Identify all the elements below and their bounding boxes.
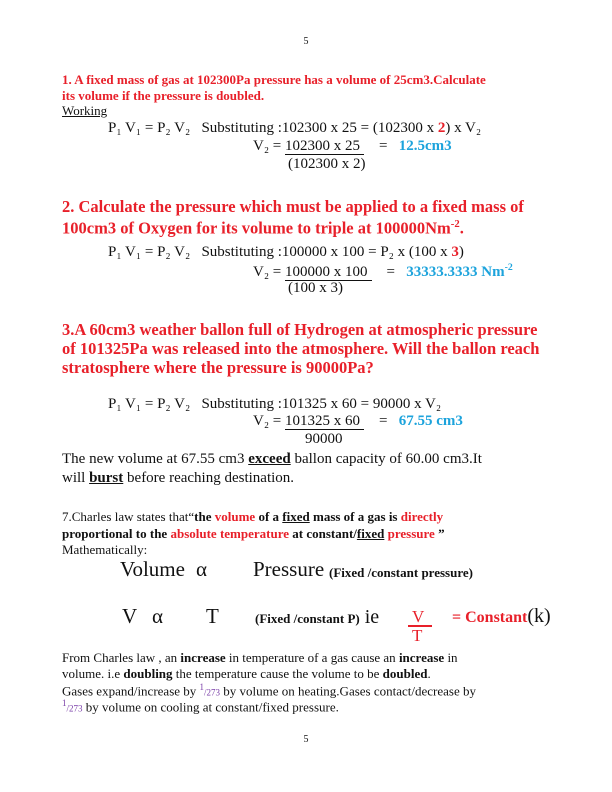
q2-v2-line: [253, 263, 513, 280]
q1-substitution-end: ) x V₂: [445, 120, 482, 136]
emphasis-burst: burst: [89, 470, 124, 486]
q3-conclusion-line-2: [62, 471, 294, 486]
t-symbol: T: [206, 604, 219, 628]
question-2-line-1: 2. Calculate the pressure which must be applied to a fixed mass of: [62, 197, 524, 216]
text: From Charles law , an: [62, 650, 181, 665]
text: increase: [180, 650, 226, 665]
q1-v2-line: [253, 139, 452, 154]
constant-k: [452, 606, 551, 626]
fraction-denominator: /273: [66, 703, 83, 714]
proportional-symbol: α: [152, 604, 164, 628]
question-1-line-1: 1. A fixed mass of gas at 102300Pa pressure has a volume of 25cm3.Calculate: [62, 72, 486, 87]
equals: =: [379, 413, 388, 429]
text: .: [427, 666, 431, 681]
text: ”: [434, 526, 445, 541]
q2-answer: 33333.3333 Nm: [406, 264, 505, 280]
text: fixed: [356, 526, 385, 541]
q3-boyle-law: P₁ V₁ = P₂ V₂: [108, 396, 191, 412]
text: the temperature cause the volume to be: [172, 666, 383, 681]
text: fixed: [282, 509, 310, 524]
fraction-numerator: 1: [62, 698, 67, 708]
q2-numerator: 100000 x 100: [285, 264, 372, 281]
text: = Constant: [452, 609, 528, 626]
text: mass of a gas is: [309, 509, 401, 524]
text: will: [62, 470, 90, 486]
v2-label: V₂ =: [253, 413, 286, 429]
fraction-v: V: [408, 608, 432, 627]
paragraph-line-3: [62, 683, 476, 697]
text: absolute temperature: [170, 526, 290, 541]
q2-period: .: [459, 218, 464, 238]
fraction-numerator: 1: [199, 682, 205, 692]
text: directly: [400, 509, 444, 524]
q2-factor: 3: [451, 244, 459, 260]
text: Gases expand/increase by: [62, 683, 200, 699]
volume-label: Volume: [120, 557, 185, 581]
equals: =: [379, 138, 388, 154]
q2-substitution-end: ): [458, 244, 464, 260]
q3-v2-line: [253, 414, 463, 429]
text: (k): [527, 605, 551, 627]
q3-conclusion-line-1: [62, 452, 482, 467]
text: volume: [214, 509, 256, 524]
q2-denominator: (100 x 3): [288, 280, 343, 296]
q1-substitution: Substituting :102300 x 25 = (102300 x: [201, 120, 438, 136]
text: increase: [398, 650, 445, 665]
q3-denominator: 90000: [305, 431, 343, 447]
q2-exponent: -2: [450, 218, 460, 230]
charles-law-line-2: [62, 527, 445, 540]
text: ballon capacity of 60.00 cm3.It: [290, 451, 482, 467]
fraction-denominator: /273: [204, 687, 221, 698]
equals: =: [386, 264, 395, 280]
text: the: [194, 509, 215, 524]
text: in temperature of a gas cause an: [225, 650, 399, 665]
v-symbol: V: [122, 604, 138, 628]
question-1-line-2: its volume if the pressure is doubled.: [62, 88, 265, 103]
text: pressure: [384, 526, 435, 541]
text: proportional to the: [62, 526, 171, 541]
v2-label: V₂ =: [253, 264, 286, 280]
text: before reaching destination.: [123, 470, 295, 486]
question-2-line-2: [62, 219, 464, 237]
text: 7.Charles law states that“: [62, 509, 195, 524]
q3-substitution: Substituting :101325 x 60 = 90000 x V₂: [201, 396, 442, 412]
text: doubled: [382, 666, 428, 681]
paragraph-line-4: [62, 699, 339, 713]
pressure-label: Pressure: [253, 557, 325, 581]
page-number-top: 5: [303, 36, 309, 47]
question-3-line-1: 3.A 60cm3 weather ballon full of Hydrogen at atmospheric pressure: [62, 320, 538, 339]
q1-denominator: (102300 x 2): [288, 156, 366, 172]
fixed-pressure-note: (Fixed /constant pressure): [329, 565, 473, 580]
text: in: [444, 650, 458, 665]
proportional-symbol: α: [196, 557, 208, 581]
text: by volume on cooling at constant/fixed pressure.: [82, 699, 339, 715]
text: at constant/: [289, 526, 357, 541]
text: of a: [255, 509, 283, 524]
text: doubling: [123, 666, 173, 681]
text: (Fixed /constant P): [255, 611, 360, 626]
paragraph-line-1: [62, 651, 458, 664]
fixed-p-note: [255, 607, 379, 627]
q1-equation: [108, 121, 481, 136]
q1-answer: 12.5cm3: [398, 138, 452, 154]
charles-law-line-1: [62, 510, 443, 523]
q1-boyle-law: P₁ V₁ = P₂ V₂: [108, 120, 191, 136]
q1-factor: 2: [437, 120, 446, 136]
v2-label: V₂ =: [253, 138, 286, 154]
q1-numerator: 102300 x 25: [285, 138, 364, 155]
mathematically-label: Mathematically:: [62, 542, 148, 557]
text: volume. i.e: [62, 666, 124, 681]
text: The new volume at 67.55 cm3: [62, 451, 249, 467]
emphasis-exceed: exceed: [248, 451, 291, 467]
q2-equation: [108, 245, 464, 260]
q2-answer-exponent: -2: [504, 262, 513, 273]
text: by volume on heating.Gases contact/decrease by: [220, 683, 476, 699]
q3-answer: 67.55 cm3: [398, 413, 463, 429]
paragraph-line-2: [62, 667, 431, 680]
q2-text: 100cm3 of Oxygen for its volume to triple at 100000Nm: [62, 218, 451, 238]
page-number-bottom: 5: [303, 734, 309, 745]
q3-equation: [108, 397, 441, 412]
question-3-line-2: of 101325Pa was released into the atmosphere. Will the ballon reach: [62, 339, 540, 358]
q2-boyle-law: P₁ V₁ = P₂ V₂: [108, 244, 191, 260]
ie-text: ie: [359, 606, 380, 628]
working-label: Working: [62, 103, 108, 118]
question-3-line-3: stratosphere where the pressure is 90000Pa?: [62, 358, 374, 377]
q3-numerator: 101325 x 60: [285, 413, 364, 430]
fraction-t: T: [412, 626, 423, 645]
q2-substitution: Substituting :100000 x 100 = P₂ x (100 x: [201, 244, 452, 260]
